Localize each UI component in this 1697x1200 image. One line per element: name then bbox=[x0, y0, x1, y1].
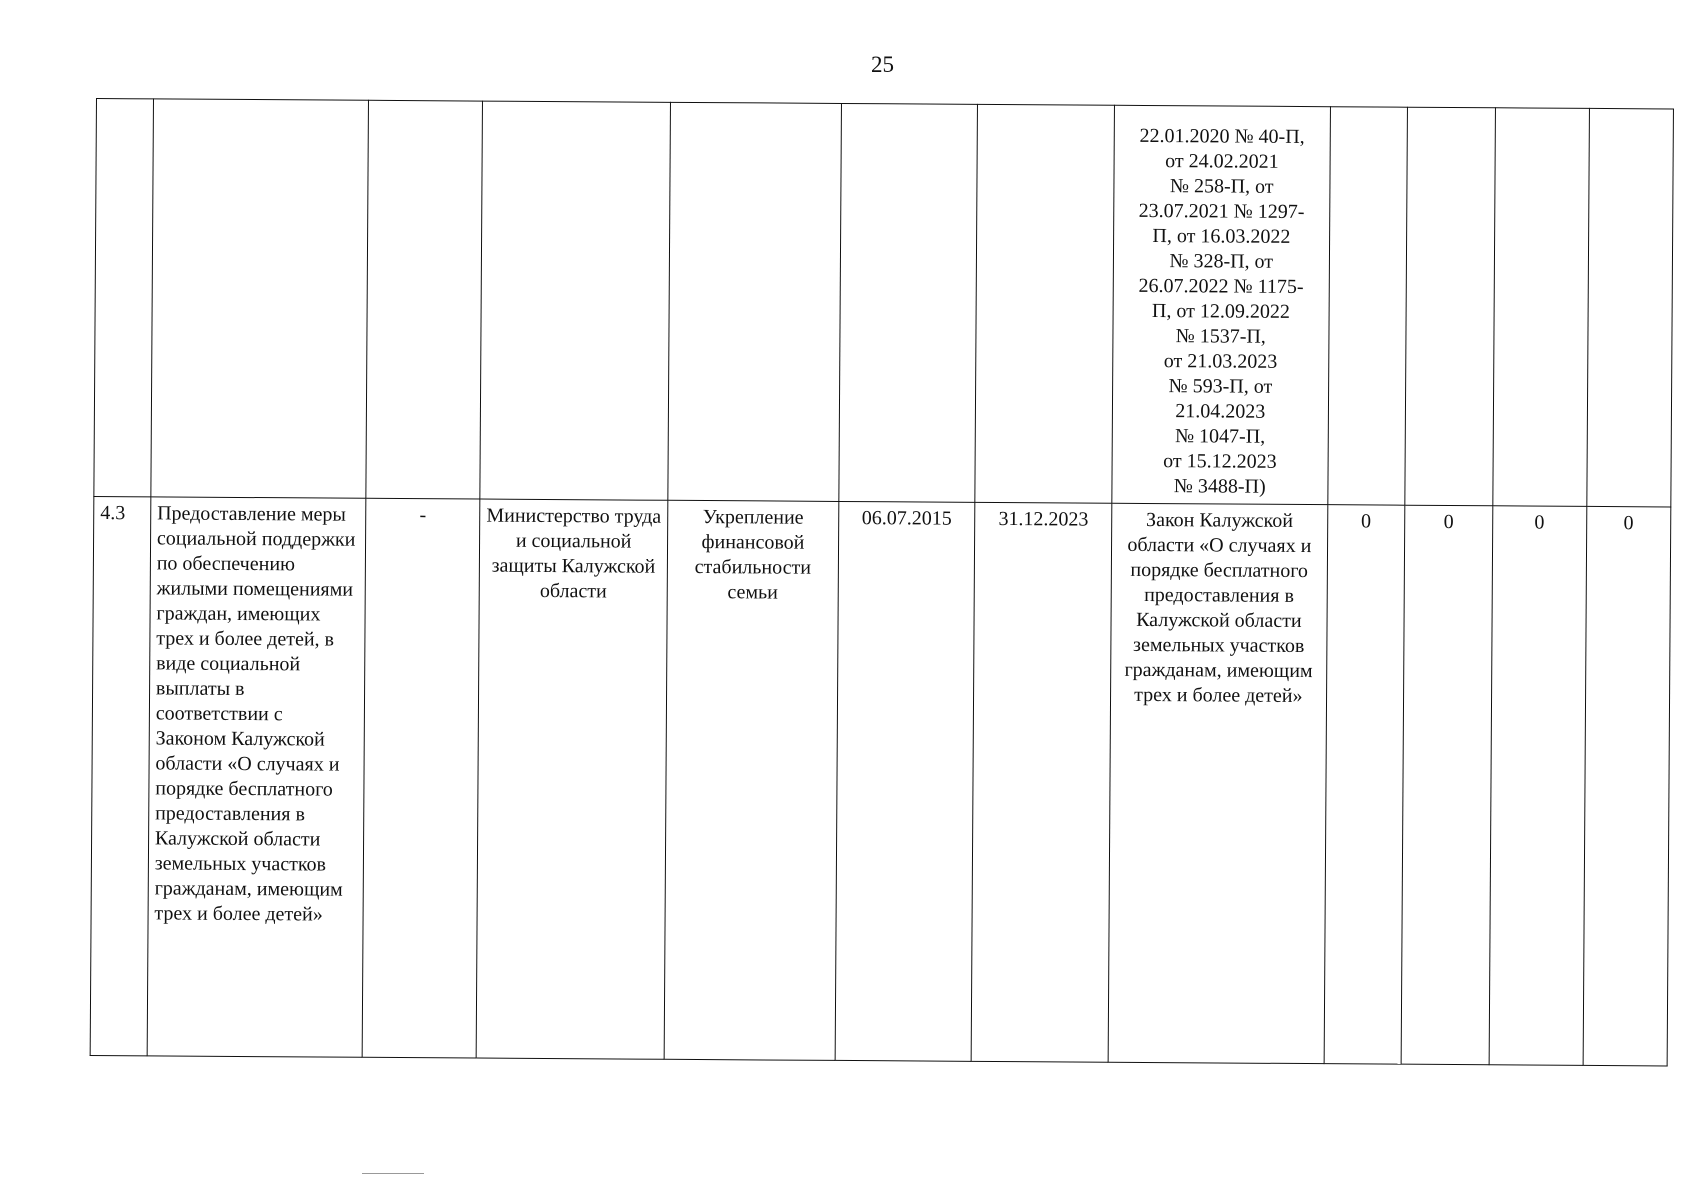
cell-value-4: 0 bbox=[1583, 506, 1671, 1066]
cell-basis: Закон Калужской области «О случаях и порядке бесплатного предоставления в Калужской области земельных участков гражданам, имеющим трех и более детей» bbox=[1108, 503, 1327, 1063]
cell-row-number: 4.3 bbox=[90, 496, 151, 1055]
cell-value-3: 0 bbox=[1489, 506, 1587, 1066]
document-table-sheet bbox=[90, 98, 1674, 1068]
cell-empty bbox=[1327, 107, 1407, 506]
cell-measure-name: Предоставление меры социальной поддержки по обеспечению жилыми помещениями граждан, имеющих трех и более детей, в виде социальной выплаты в соответствии с Законом Калужской области «О случаях и порядке бесплатного предоставления в Калужской области земельных участков гражданам, имеющим трех и более детей» bbox=[147, 497, 366, 1057]
cell-empty bbox=[1587, 108, 1674, 507]
cell-value-1: 0 bbox=[1324, 505, 1405, 1065]
cell-goal: Укрепление финансовой стабильности семьи bbox=[664, 500, 838, 1060]
cell-empty bbox=[839, 103, 978, 502]
table-row-4-3 bbox=[90, 496, 1671, 1065]
cell-empty bbox=[480, 101, 671, 500]
cell-empty bbox=[94, 99, 153, 497]
cell-start-date: 06.07.2015 bbox=[835, 501, 975, 1061]
cell-executor: Министерство труда и социальной защиты Калужской области bbox=[476, 499, 668, 1059]
cell-end-date: 31.12.2023 bbox=[972, 502, 1112, 1062]
program-measures-table bbox=[90, 98, 1674, 1066]
scan-artifact-line bbox=[362, 1173, 424, 1174]
cell-empty bbox=[366, 100, 482, 499]
cell-value-2: 0 bbox=[1401, 505, 1492, 1065]
cell-empty bbox=[1492, 108, 1589, 507]
cell-basis-continuation: 22.01.2020 № 40-П, от 24.02.2021 № 258-П, от 23.07.2021 № 1297- П, от 16.03.2022 № 328-П, от 26.07.2022 № 1175- П, от 12.09.2022 № 1537-П, от 21.03.2023 № 593-П, от 21.04.2023 № 1047-П, от 15.12.2023 № 3488-П) bbox=[1112, 105, 1330, 504]
cell-empty bbox=[668, 102, 841, 501]
cell-empty bbox=[151, 99, 369, 498]
page-number: 25 bbox=[871, 52, 894, 77]
cell-empty bbox=[975, 104, 1114, 503]
table-row-continuation bbox=[94, 99, 1674, 507]
cell-code: - bbox=[362, 498, 479, 1058]
cell-empty bbox=[1405, 107, 1495, 506]
